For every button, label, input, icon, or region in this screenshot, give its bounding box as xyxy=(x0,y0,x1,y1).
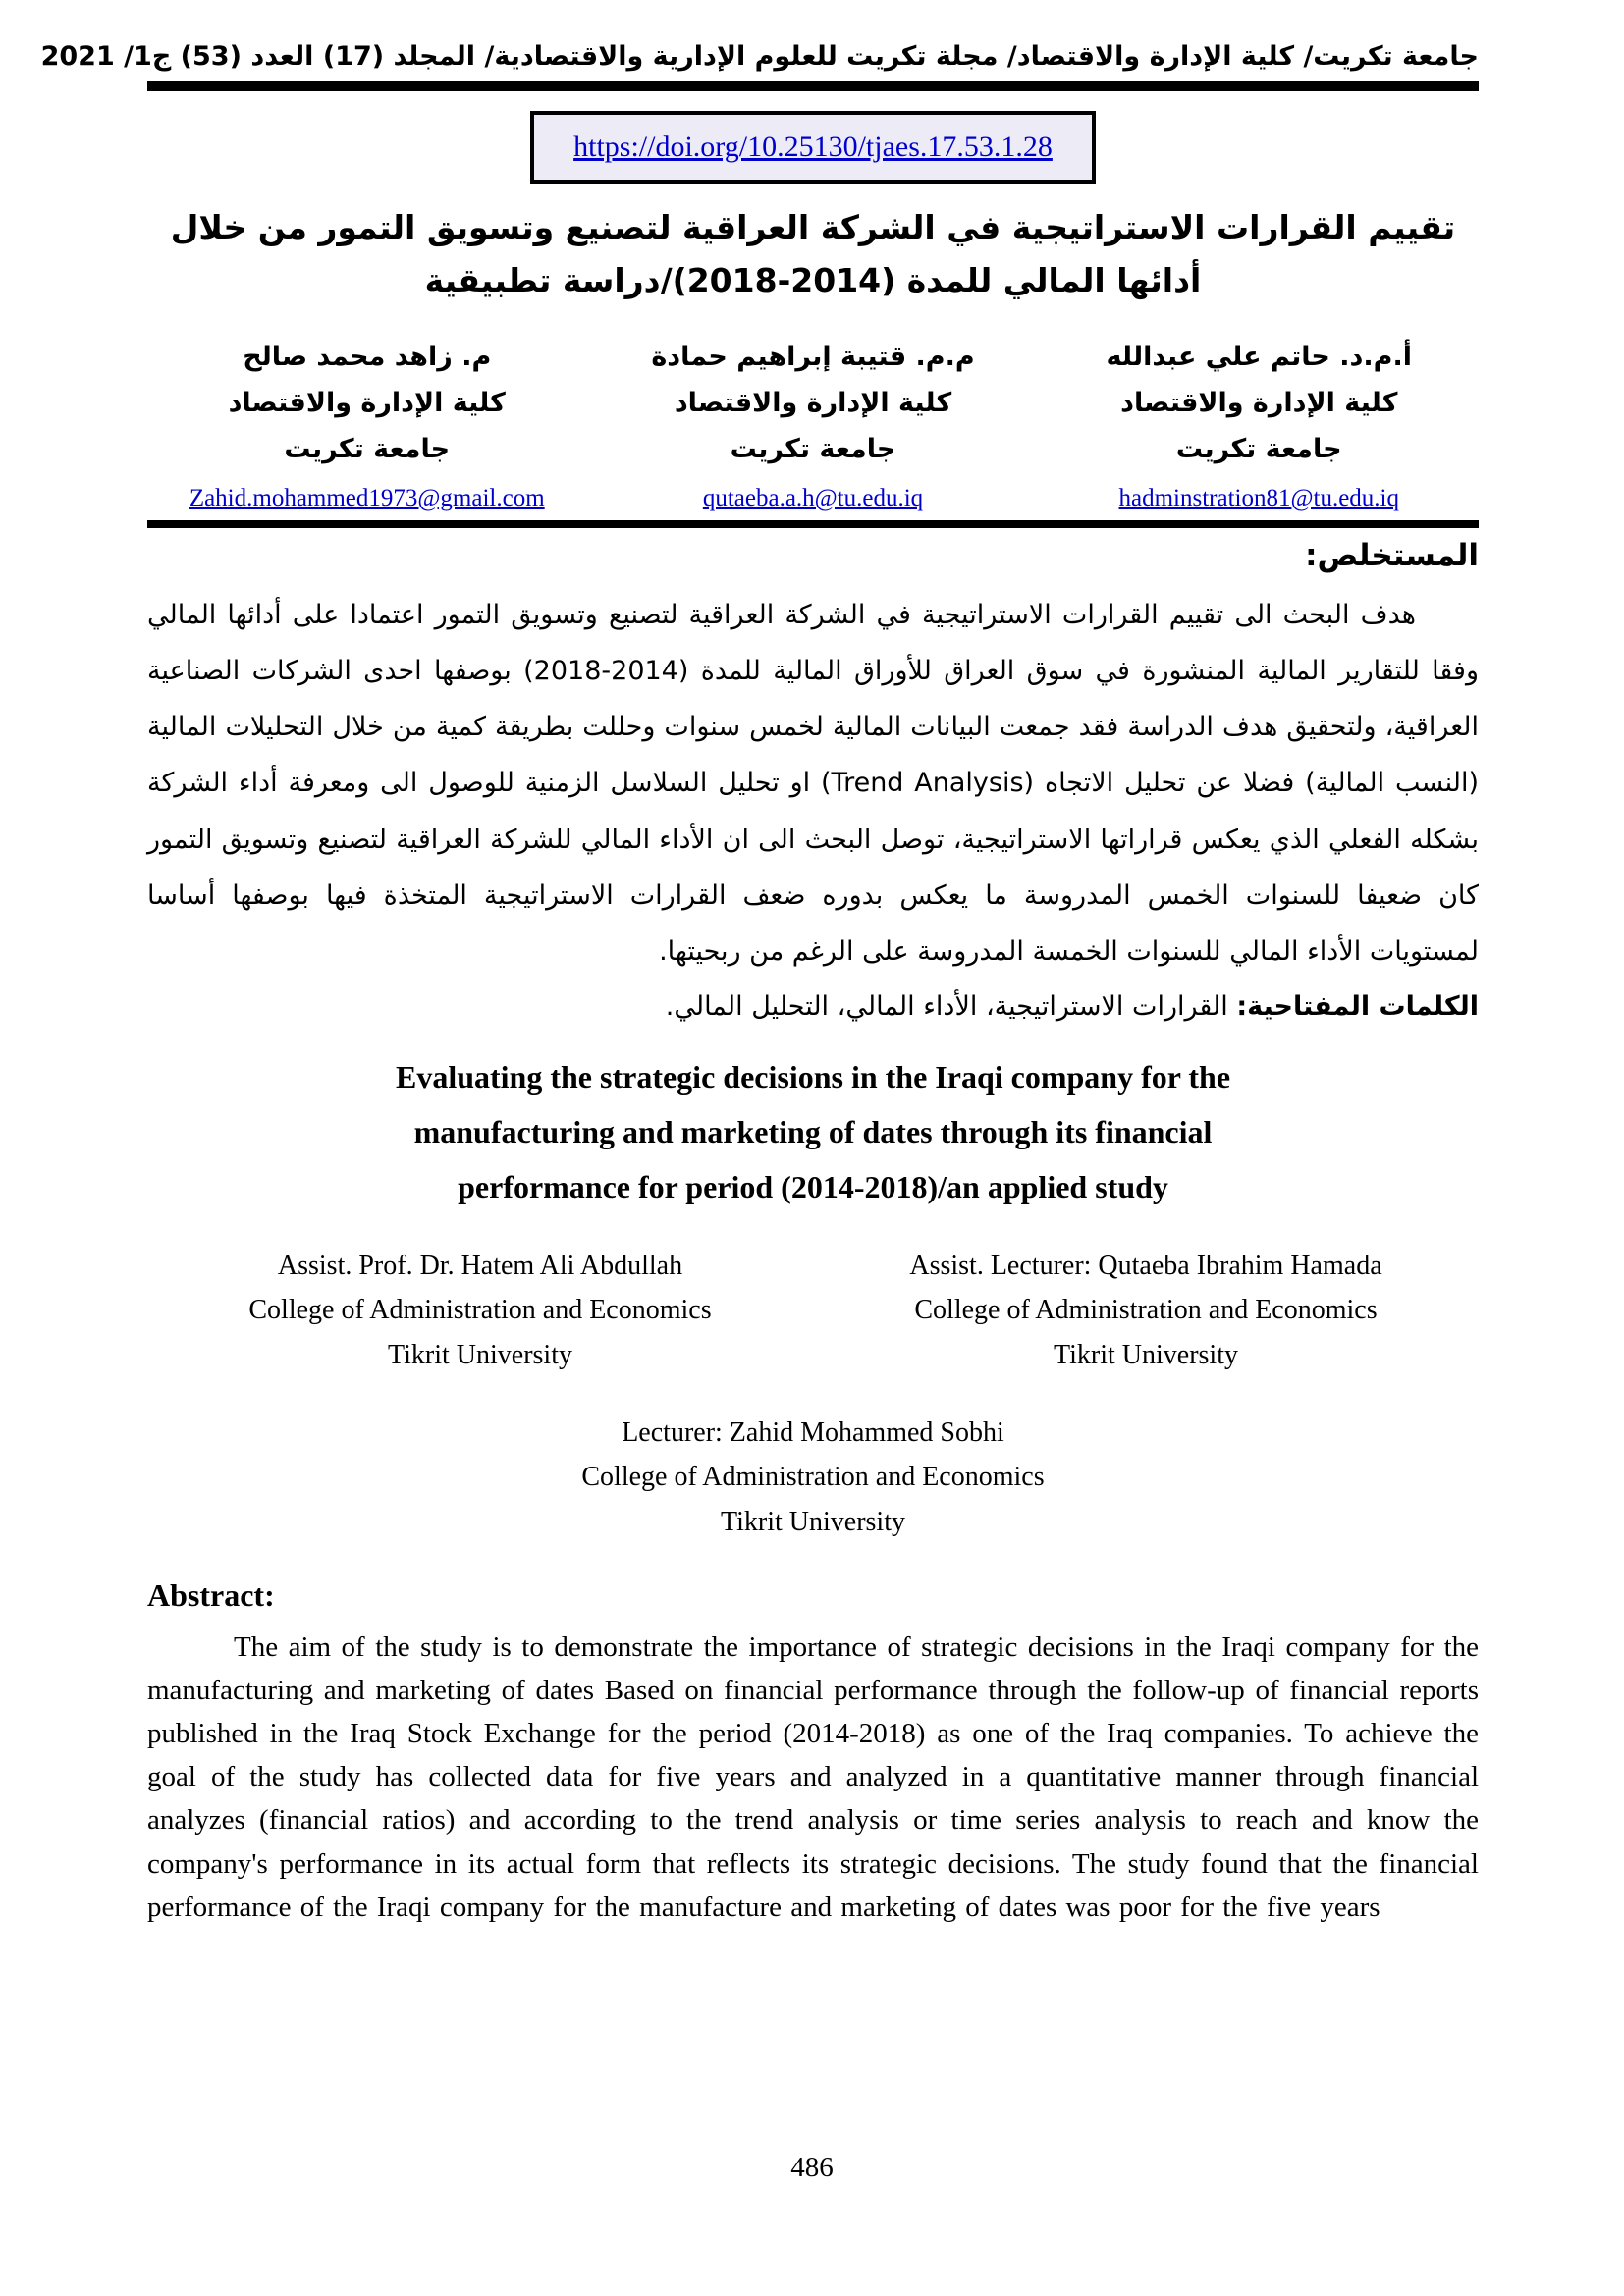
author-college: College of Administration and Economics xyxy=(914,1295,1378,1326)
keywords-line xyxy=(147,980,1479,1036)
author-name: م. زاهد محمد صالح xyxy=(243,341,492,372)
author-email-link[interactable]: qutaeba.a.h@tu.edu.iq xyxy=(702,484,924,511)
arabic-title-line-2: أدائها المالي للمدة (2014-2018)/دراسة تطبيقية xyxy=(424,261,1202,300)
doi-box xyxy=(530,111,1096,184)
author-university: جامعة تكريت xyxy=(1175,434,1342,465)
author-university: جامعة تكريت xyxy=(284,434,451,465)
journal-header: جامعة تكريت/ كلية الإدارة والاقتصاد/ مجلة تكريت للعلوم الإدارية والاقتصادية/ المجلد (17) العدد (53) ج1/ 2021 xyxy=(40,41,1479,72)
author-college: كلية الإدارة والاقتصاد xyxy=(1120,388,1398,419)
author-college: كلية الإدارة والاقتصاد xyxy=(674,388,952,419)
author-university: جامعة تكريت xyxy=(730,434,896,465)
author-column-zahid xyxy=(147,334,586,512)
author-college: College of Administration and Economics xyxy=(581,1462,1045,1493)
author-column-hatem xyxy=(1040,334,1479,512)
author-university: Tikrit University xyxy=(721,1506,905,1537)
arabic-authors-row xyxy=(147,334,1479,512)
keywords-text: القرارات الاستراتيجية، الأداء المالي، التحليل المالي. xyxy=(665,991,1228,1023)
header-divider xyxy=(147,81,1479,91)
author-name: Assist. Lecturer: Qutaeba Ibrahim Hamada xyxy=(909,1250,1382,1281)
english-abstract-heading: Abstract: xyxy=(147,1577,275,1614)
english-author-qutaeba xyxy=(813,1244,1479,1377)
english-author-hatem xyxy=(147,1244,813,1377)
author-name: م.م. قتيبة إبراهيم حمادة xyxy=(651,341,975,372)
english-title-line-1: Evaluating the strategic decisions in the Iraqi company for the xyxy=(395,1058,1231,1095)
author-college: كلية الإدارة والاقتصاد xyxy=(228,388,506,419)
doi-link[interactable]: https://doi.org/10.25130/tjaes.17.53.1.28 xyxy=(573,131,1053,163)
author-name: Assist. Prof. Dr. Hatem Ali Abdullah xyxy=(277,1250,683,1281)
english-authors-row xyxy=(147,1244,1479,1377)
page-number: 486 xyxy=(790,2152,834,2183)
english-title xyxy=(147,1049,1479,1214)
arabic-abstract-heading: المستخلص: xyxy=(1305,537,1479,573)
english-title-line-3: performance for period (2014-2018)/an applied study xyxy=(458,1168,1168,1204)
author-email-link[interactable]: Zahid.mohammed1973@gmail.com xyxy=(189,484,545,511)
arabic-abstract-text: هدف البحث الى تقييم القرارات الاستراتيجية في الشركة العراقية لتصنيع وتسويق التمور اعتمادا على أدائها المالي وفقا للتقارير المالية المنشورة في سوق العراق للأوراق المالية للمدة (2014-2018) بوصفها احدى الشركات الصناعية العراقية، ولتحقيق هدف الدراسة فقد جمعت البيانات المالية لخمس سنوات وحللت بطريقة كمية من خلال التحليلات المالية (النسب المالية) فضلا عن تحليل الاتجاه (Trend Analysis) او تحليل السلاسل الزمنية للوصول الى ومعرفة أداء الشركة بشكله الفعلي الذي يعكس قراراتها الاستراتيجية، توصل البحث الى ان الأداء المالي للشركة العراقية لتصنيع وتسويق التمور كان ضعيفا للسنوات الخمس المدروسة ما يعكس بدوره ضعف القرارات الاستراتيجية المتخذة فيها بوصفها أساسا لمستويات الأداء المالي للسنوات الخمسة المدروسة على الرغم من ربحيتها. xyxy=(147,599,1480,968)
arabic-title-line-1: تقييم القرارات الاستراتيجية في الشركة العراقية لتصنيع وتسويق التمور من خلال xyxy=(170,208,1456,246)
author-college: College of Administration and Economics xyxy=(248,1295,712,1326)
english-author-zahid xyxy=(147,1411,1479,1544)
author-column-qutaeba xyxy=(593,334,1032,512)
english-title-line-2: manufacturing and marketing of dates through its financial xyxy=(413,1113,1213,1149)
doi-section xyxy=(147,111,1479,184)
authors-divider xyxy=(147,520,1479,528)
arabic-title xyxy=(147,201,1479,308)
author-email-link[interactable]: hadminstration81@tu.edu.iq xyxy=(1118,484,1400,511)
english-abstract-text: The aim of the study is to demonstrate the importance of strategic decisions in the Iraqi company for the manufacturing and marketing of dates Based on financial performance through the follow-up of financial reports published in the Iraq Stock Exchange for the period (2014-2018) as one of the Iraq companies. To achieve the goal of the study has collected data for five years and analyzed in a quantitative manner through financial analyzes (financial ratios) and according to the trend analysis or time series analysis to reach and know the company's performance in its actual form that reflects its strategic decisions. The study found that the financial performance of the Iraqi company for the manufacture and marketing of dates was poor for the five years xyxy=(147,1631,1479,1923)
author-name: Lecturer: Zahid Mohammed Sobhi xyxy=(622,1417,1004,1449)
author-university: Tikrit University xyxy=(1054,1339,1238,1370)
author-university: Tikrit University xyxy=(388,1339,572,1370)
keywords-label: الكلمات المفتاحية: xyxy=(1236,991,1479,1023)
author-name: أ.م.د. حاتم علي عبدالله xyxy=(1106,341,1412,372)
